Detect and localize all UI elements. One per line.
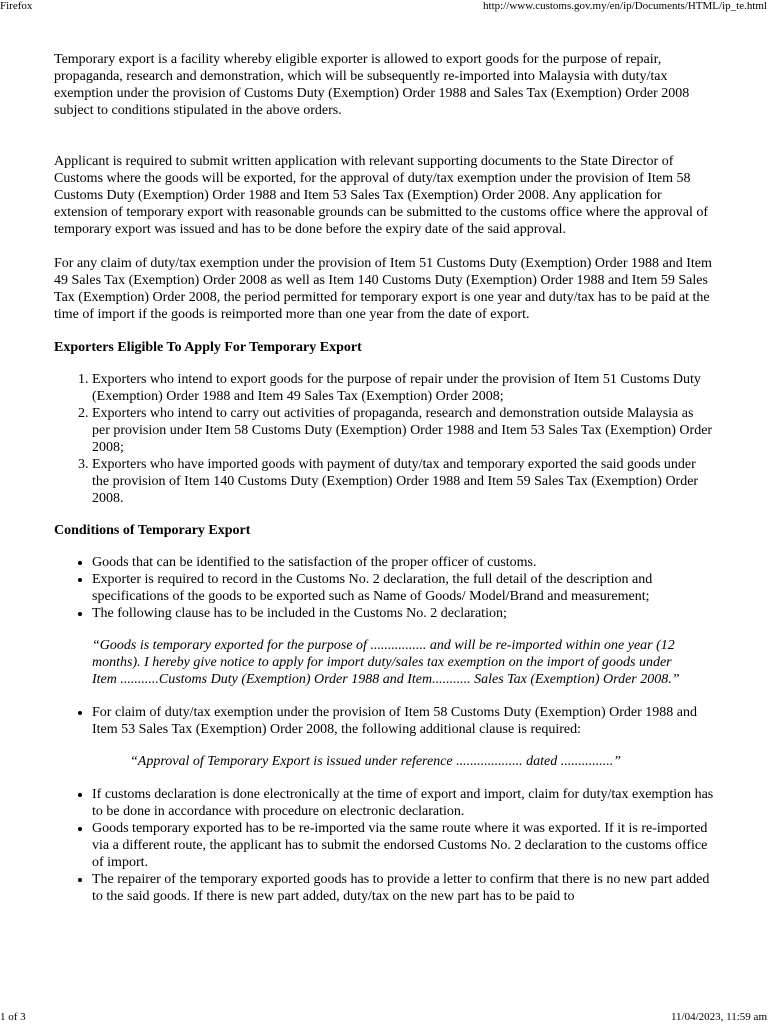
intro-paragraph-3: For any claim of duty/tax exemption under the provision of Item 51 Customs Duty (Exemption) Order 1988 and Item 49 Sales Tax (Exemption) Order 2008 as well as Item 140 Customs Duty (Exemption) Order 1988 and Item 59 Sales Tax (Exemption) Order 2008, the period permitted for temporary export is one year and duty/tax has to be paid at the time of import if the goods is reimported more than one year from the date of export. bbox=[54, 256, 712, 322]
list-item: 3. Exporters who have imported goods with payment of duty/tax and temporary exported the said goods under the provision of Item 140 Customs Duty (Exemption) Order 1988 and Item 59 Sales Tax (Exemption) Order 2008. bbox=[92, 456, 714, 507]
conditions-list-continued bbox=[54, 704, 714, 738]
list-item-text: The following clause has to be included in the Customs No. 2 declaration; bbox=[92, 606, 507, 621]
approval-clause: “Approval of Temporary Export is issued under reference ................... dated ...............” bbox=[130, 754, 622, 769]
conditions-list bbox=[54, 554, 714, 622]
list-item: 1. Exporters who intend to export goods for the purpose of repair under the provision of Item 51 Customs Duty (Exemption) Order 1988 and Item 49 Sales Tax (Exemption) Order 2008; bbox=[92, 371, 714, 405]
intro-paragraph-1: Temporary export is a facility whereby eligible exporter is allowed to export goods for the purpose of repair, propaganda, research and demonstration, which will be subsequently re-imported into Malaysia with duty/tax exemption under the provision of Customs Duty (Exemption) Order 1988 and Sales Tax (Exemption) Order 2008 subject to conditions stipulated in the above orders. bbox=[54, 52, 690, 118]
list-item: • Goods temporary exported has to be re-imported via the same route where it was exported. If it is re-imported via a different route, the applicant has to submit the endorsed Customs No. 2 declaration to the customs office of import. bbox=[92, 820, 714, 871]
list-item: • Exporter is required to record in the Customs No. 2 declaration, the full detail of the description and specifications of the goods to be exported such as Name of Goods/ Model/Brand and measurement; bbox=[92, 571, 714, 605]
browser-name: Firefox bbox=[0, 0, 33, 12]
page-number: 1 of 3 bbox=[0, 1011, 26, 1023]
list-item: • If customs declaration is done electronically at the time of export and import, claim for duty/tax exemption has to be done in accordance with procedure on electronic declaration. bbox=[92, 786, 714, 820]
intro-paragraph-2: Applicant is required to submit written application with relevant supporting documents to the State Director of Customs where the goods will be exported, for the approval of duty/tax exemption under the provision of Item 58 Customs Duty (Exemption) Order 1988 and Item 53 Sales Tax (Exemption) Order 2008. Any application for extension of temporary export with reasonable grounds can be submitted to the customs office where the approval of temporary export was issued and has to be done before the expiry date of the said approval. bbox=[54, 154, 709, 237]
list-item: • For claim of duty/tax exemption under the provision of Item 58 Customs Duty (Exemption) Order 1988 and Item 53 Sales Tax (Exemption) Order 2008, the following additional clause is required: bbox=[92, 704, 714, 738]
conditions-heading: Conditions of Temporary Export bbox=[54, 523, 251, 538]
list-item: • Goods that can be identified to the satisfaction of the proper officer of customs. bbox=[92, 554, 714, 571]
eligible-exporters-heading: Exporters Eligible To Apply For Temporary Export bbox=[54, 340, 362, 355]
declaration-clause: “Goods is temporary exported for the purpose of ................ and will be re-imported within one year (12 months). I hereby give notice to apply for import duty/sales tax exemption on the import of goods under Item ...........Customs Duty (Exemption) Order 1988 and Item........... Sales Tax (Exemption) Order 2008.” bbox=[92, 638, 680, 687]
page-url: http://www.customs.gov.my/en/ip/Documents/HTML/ip_te.html bbox=[483, 0, 767, 12]
document-body bbox=[54, 51, 714, 905]
list-item: • The repairer of the temporary exported goods has to provide a letter to confirm that there is no new part added to the said goods. If there is new part added, duty/tax on the new part has to be paid to bbox=[92, 871, 714, 905]
list-item bbox=[92, 605, 714, 622]
list-item: 2. Exporters who intend to carry out activities of propaganda, research and demonstration outside Malaysia as per provision under Item 58 Customs Duty (Exemption) Order 1988 and Item 53 Sales Tax (Exemption) Order 2008; bbox=[92, 405, 714, 456]
eligible-exporters-list bbox=[54, 371, 714, 507]
conditions-list-final bbox=[54, 786, 714, 905]
print-datetime: 11/04/2023, 11:59 am bbox=[670, 1011, 767, 1023]
